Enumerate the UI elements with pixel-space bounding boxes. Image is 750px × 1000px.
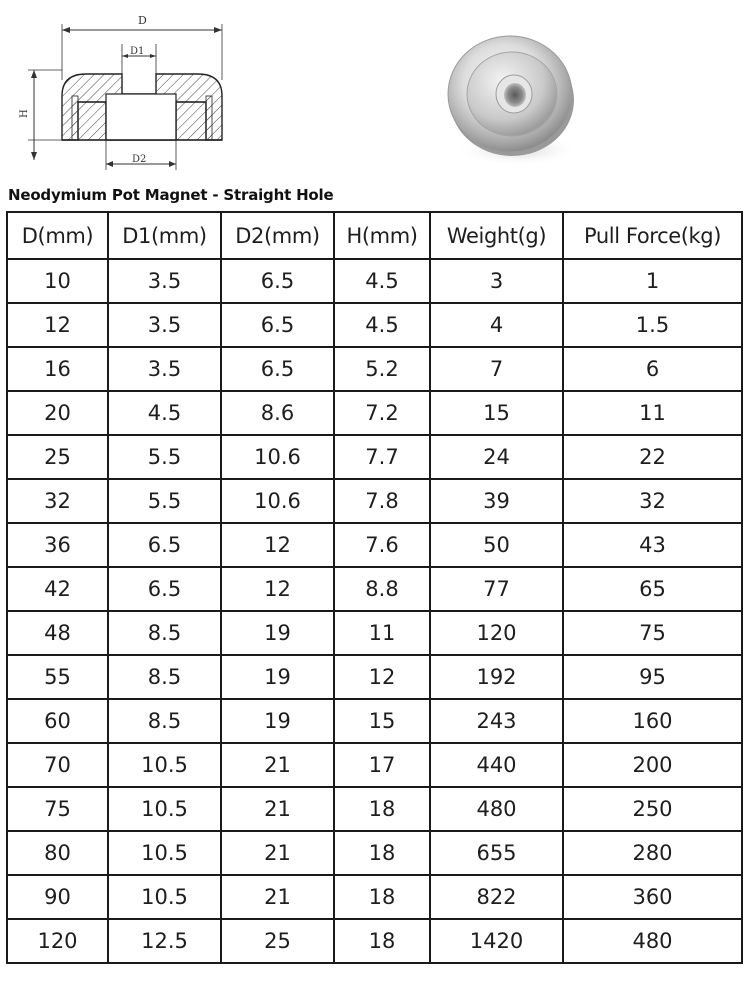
label-d1: D1 [130, 46, 145, 57]
cell-pull-force: 160 [563, 699, 742, 743]
cell-weight: 480 [430, 787, 563, 831]
magnet-photo [440, 0, 580, 185]
cell-d1: 3.5 [108, 347, 221, 391]
cell-d2: 6.5 [221, 347, 334, 391]
cell-h: 8.8 [334, 567, 430, 611]
table-row [7, 303, 742, 347]
cell-h: 18 [334, 787, 430, 831]
header-weight: Weight(g) [430, 212, 563, 259]
cell-d1: 6.5 [108, 567, 221, 611]
cell-d: 16 [7, 347, 108, 391]
cell-weight: 4 [430, 303, 563, 347]
cell-pull-force: 360 [563, 875, 742, 919]
cell-d2: 21 [221, 787, 334, 831]
cell-d: 90 [7, 875, 108, 919]
cell-d2: 8.6 [221, 391, 334, 435]
cell-pull-force: 22 [563, 435, 742, 479]
cell-pull-force: 480 [563, 919, 742, 963]
label-d: D [138, 14, 147, 27]
label-h: H [19, 109, 30, 118]
cell-d2: 21 [221, 743, 334, 787]
table-header-row [7, 212, 742, 259]
cell-d1: 3.5 [108, 303, 221, 347]
cell-weight: 120 [430, 611, 563, 655]
cell-h: 7.2 [334, 391, 430, 435]
table-row [7, 391, 742, 435]
cell-pull-force: 32 [563, 479, 742, 523]
cell-d1: 12.5 [108, 919, 221, 963]
cell-d: 80 [7, 831, 108, 875]
cell-h: 17 [334, 743, 430, 787]
cell-d2: 19 [221, 699, 334, 743]
cell-d2: 19 [221, 611, 334, 655]
cell-d1: 10.5 [108, 743, 221, 787]
cell-h: 5.2 [334, 347, 430, 391]
table-row [7, 567, 742, 611]
cell-d2: 25 [221, 919, 334, 963]
table-row [7, 831, 742, 875]
table-row [7, 611, 742, 655]
cell-h: 7.8 [334, 479, 430, 523]
cell-pull-force: 1 [563, 259, 742, 303]
cell-d: 70 [7, 743, 108, 787]
cell-pull-force: 65 [563, 567, 742, 611]
cell-d1: 10.5 [108, 875, 221, 919]
cell-d: 25 [7, 435, 108, 479]
table-row [7, 875, 742, 919]
cell-h: 4.5 [334, 259, 430, 303]
table-row [7, 259, 742, 303]
cell-pull-force: 280 [563, 831, 742, 875]
cell-weight: 39 [430, 479, 563, 523]
cell-d: 60 [7, 699, 108, 743]
cell-d1: 8.5 [108, 655, 221, 699]
header-h: H(mm) [334, 212, 430, 259]
header-pull-force: Pull Force(kg) [563, 212, 742, 259]
cell-d1: 10.5 [108, 787, 221, 831]
cell-d2: 19 [221, 655, 334, 699]
cell-h: 18 [334, 831, 430, 875]
table-row [7, 787, 742, 831]
cell-h: 7.6 [334, 523, 430, 567]
cell-d: 120 [7, 919, 108, 963]
table-row [7, 699, 742, 743]
cell-weight: 77 [430, 567, 563, 611]
cell-d: 10 [7, 259, 108, 303]
cell-d: 42 [7, 567, 108, 611]
cell-weight: 7 [430, 347, 563, 391]
cell-weight: 50 [430, 523, 563, 567]
cell-h: 12 [334, 655, 430, 699]
cell-weight: 15 [430, 391, 563, 435]
cell-d2: 6.5 [221, 303, 334, 347]
cell-d1: 4.5 [108, 391, 221, 435]
cell-h: 15 [334, 699, 430, 743]
table-row [7, 655, 742, 699]
cell-d2: 21 [221, 875, 334, 919]
cell-d2: 10.6 [221, 479, 334, 523]
cell-d1: 8.5 [108, 699, 221, 743]
table-row [7, 479, 742, 523]
cell-d2: 6.5 [221, 259, 334, 303]
label-d2: D2 [132, 154, 147, 165]
cell-d1: 3.5 [108, 259, 221, 303]
cell-weight: 3 [430, 259, 563, 303]
cell-d: 75 [7, 787, 108, 831]
cell-pull-force: 200 [563, 743, 742, 787]
cell-pull-force: 43 [563, 523, 742, 567]
table-row [7, 919, 742, 963]
table-title: Neodymium Pot Magnet - Straight Hole [8, 186, 334, 204]
cell-weight: 822 [430, 875, 563, 919]
cell-d: 32 [7, 479, 108, 523]
cell-weight: 440 [430, 743, 563, 787]
cell-weight: 655 [430, 831, 563, 875]
cell-pull-force: 95 [563, 655, 742, 699]
table-row [7, 523, 742, 567]
cell-weight: 192 [430, 655, 563, 699]
cell-pull-force: 6 [563, 347, 742, 391]
cell-d1: 10.5 [108, 831, 221, 875]
cell-d: 48 [7, 611, 108, 655]
cross-section-diagram [0, 0, 240, 180]
cell-h: 4.5 [334, 303, 430, 347]
header-d1: D1(mm) [108, 212, 221, 259]
cell-pull-force: 250 [563, 787, 742, 831]
cell-d1: 8.5 [108, 611, 221, 655]
cell-weight: 24 [430, 435, 563, 479]
cell-h: 18 [334, 919, 430, 963]
cell-d: 20 [7, 391, 108, 435]
header-d: D(mm) [7, 212, 108, 259]
cell-pull-force: 11 [563, 391, 742, 435]
cell-weight: 1420 [430, 919, 563, 963]
cell-h: 7.7 [334, 435, 430, 479]
cell-h: 18 [334, 875, 430, 919]
cell-pull-force: 1.5 [563, 303, 742, 347]
table-row [7, 347, 742, 391]
cell-d1: 5.5 [108, 479, 221, 523]
spec-table [6, 211, 743, 964]
cell-d: 55 [7, 655, 108, 699]
cell-d2: 12 [221, 567, 334, 611]
cell-weight: 243 [430, 699, 563, 743]
cell-pull-force: 75 [563, 611, 742, 655]
cell-h: 11 [334, 611, 430, 655]
table-row [7, 435, 742, 479]
cell-d1: 6.5 [108, 523, 221, 567]
cell-d: 36 [7, 523, 108, 567]
cell-d2: 12 [221, 523, 334, 567]
cell-d: 12 [7, 303, 108, 347]
cell-d2: 10.6 [221, 435, 334, 479]
table-row [7, 743, 742, 787]
header-d2: D2(mm) [221, 212, 334, 259]
cell-d2: 21 [221, 831, 334, 875]
cell-d1: 5.5 [108, 435, 221, 479]
